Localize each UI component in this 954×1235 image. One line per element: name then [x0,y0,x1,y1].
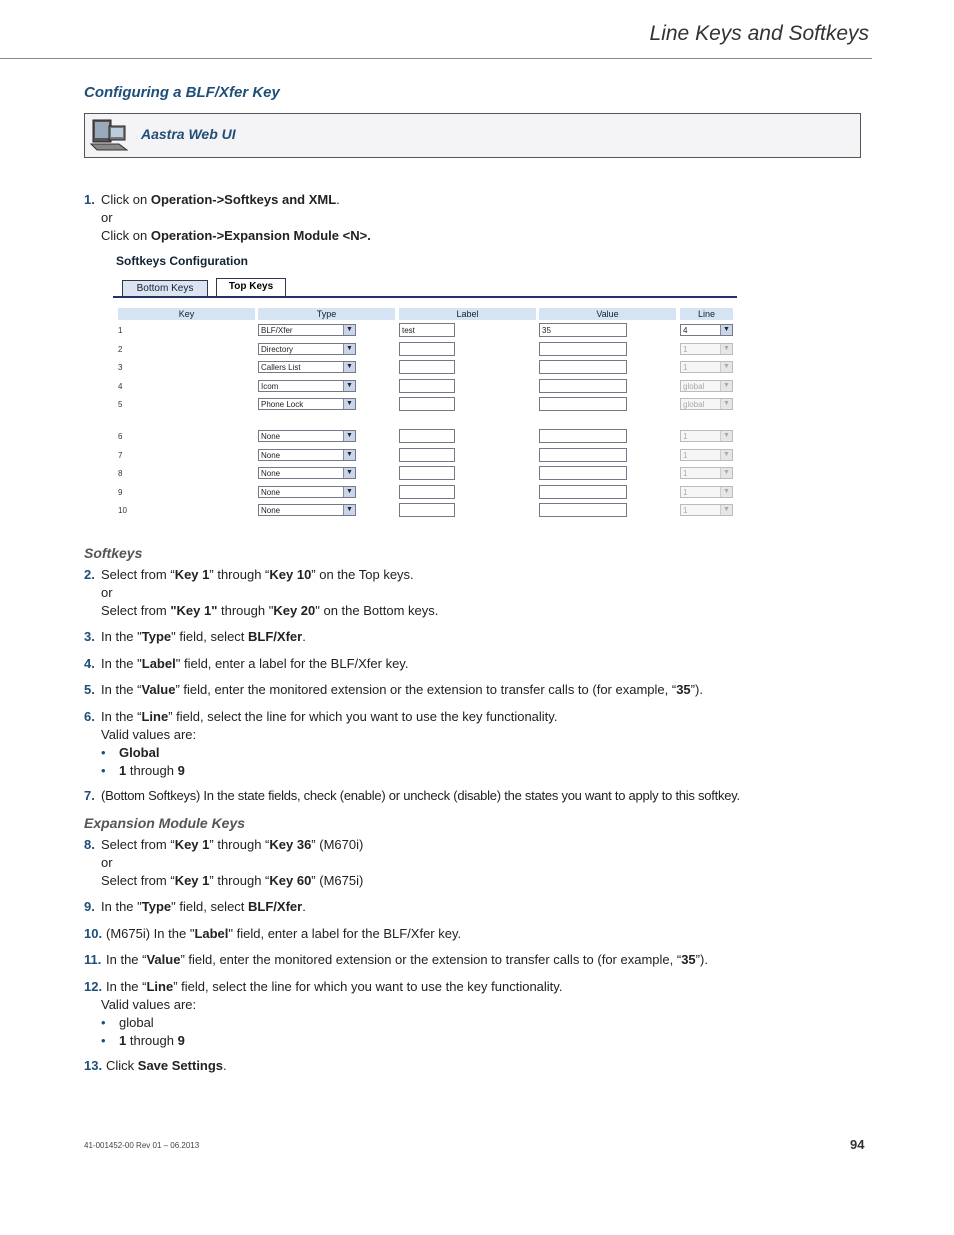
type-select-value: None [261,488,281,497]
text: ” field, enter the monitored extension or the extension to transfer calls to (for example, “ [180,952,682,967]
step-number: 5. [84,682,95,697]
column-header-value: Value [539,308,676,320]
line-select-value: 1 [683,469,688,478]
text: Key 20 [273,603,316,618]
line-select-value: 1 [683,506,688,515]
label-input[interactable] [399,397,455,411]
line-select[interactable] [680,449,733,461]
type-select[interactable] [258,324,356,336]
text: Select from “ [101,873,175,888]
chevron-down-icon[interactable]: ▼ [720,381,732,391]
text: ”). [695,952,708,967]
text: ”). [690,682,703,697]
line-select-value: 1 [683,345,688,354]
text: " field, enter a label for the BLF/Xfer key. [228,926,462,941]
or-text: or [101,855,113,870]
text: . [302,899,306,914]
type-select-value: None [261,432,281,441]
web-ui-callout [84,113,861,158]
type-select[interactable] [258,380,356,392]
line-select[interactable] [680,361,733,373]
type-select[interactable] [258,486,356,498]
text: Key 36 [269,837,312,852]
type-select-value: None [261,451,281,460]
text: Label [141,656,176,671]
key-number: 2 [118,345,123,354]
text: In the “ [106,952,147,967]
text: In the “ [106,979,147,994]
line-select-value: global [683,382,705,391]
key-number: 3 [118,363,123,372]
text: . [302,629,306,644]
label-input[interactable] [399,379,455,393]
text: ” field, enter the monitored extension or the extension to transfer calls to (for example, “ [175,682,677,697]
line-select-value: global [683,400,705,409]
line-select[interactable] [680,398,733,410]
text: Save Settings [137,1058,224,1073]
type-select-value: None [261,469,281,478]
text: Global [119,745,160,760]
chevron-down-icon[interactable]: ▼ [343,431,355,441]
line-select[interactable] [680,343,733,355]
column-header-line: Line [680,308,733,320]
document-id: 41-001452-00 Rev 01 – 06.2013 [84,1141,200,1150]
text: Click on [101,228,151,243]
softkeys-heading: Softkeys [84,545,143,561]
type-select[interactable] [258,398,356,410]
step-number: 3. [84,629,95,644]
menu-path: Operation->Softkeys and XML [150,192,337,207]
text: ” on the Top keys. [311,567,414,582]
value-input[interactable]: 35 [539,323,627,337]
text: Value [146,952,181,967]
text: Key 1 [174,567,210,582]
chevron-down-icon[interactable]: ▼ [720,468,732,478]
header-rule [0,58,872,59]
table-row [113,503,733,519]
step-number: 11. [84,952,102,967]
chevron-down-icon[interactable]: ▼ [343,325,355,335]
text: through " [217,603,274,618]
line-select-value: 1 [683,488,688,497]
key-number: 10 [118,506,127,515]
step-number: 2. [84,567,95,582]
value-input[interactable] [539,379,627,393]
chevron-down-icon[interactable]: ▼ [720,344,732,354]
type-select-value: BLF/Xfer [261,326,293,335]
step-number: 13. [84,1058,103,1073]
value-input[interactable] [539,503,627,517]
step-number: 9. [84,899,95,914]
value-input[interactable] [539,448,627,462]
text: ” field, select the line for which you want to use the key functionality. [168,709,558,724]
chevron-down-icon[interactable]: ▼ [720,487,732,497]
computer-icon [89,118,129,152]
text: "Key 1" [170,603,218,618]
chevron-down-icon[interactable]: ▼ [343,468,355,478]
text: ” through “ [209,567,270,582]
step-number: 1. [84,192,95,207]
text: ” through “ [209,837,270,852]
chevron-down-icon[interactable]: ▼ [720,362,732,372]
table-row [113,342,733,358]
line-select[interactable] [680,467,733,479]
key-number: 5 [118,400,123,409]
text: Line [141,709,169,724]
table-row [113,466,733,482]
line-select[interactable] [680,430,733,442]
section-title: Configuring a BLF/Xfer Key [84,84,280,101]
text: through [126,1033,178,1048]
text: 1 [119,763,127,778]
softkeys-configuration-screenshot [113,253,737,525]
text: Click on [101,192,151,207]
text: Key 1 [174,837,210,852]
chevron-down-icon[interactable]: ▼ [343,381,355,391]
label-input[interactable] [399,360,455,374]
text: (Bottom Softkeys) In the state fields, check (enable) or uncheck (disable) the states you want to apply to this softkey. [101,788,740,803]
value-input[interactable] [539,466,627,480]
text: global [119,1015,154,1030]
text: Select from [101,603,171,618]
column-header-type: Type [258,308,395,320]
config-title: Softkeys Configuration [116,254,249,268]
table-row [113,379,733,395]
text: " field, enter a label for the BLF/Xfer key. [175,656,409,671]
column-header-label: Label [399,308,536,320]
chevron-down-icon[interactable]: ▼ [720,505,732,515]
text: 35 [681,952,696,967]
type-select[interactable] [258,361,356,373]
text: Key 1 [174,873,210,888]
text: ” through “ [209,873,270,888]
line-select-value: 1 [683,432,688,441]
line-select[interactable] [680,504,733,516]
value-input[interactable] [539,342,627,356]
text: In the “ [101,682,142,697]
list-item [101,744,557,762]
text: In the " [101,629,142,644]
label-input[interactable] [399,485,455,499]
text: 35 [676,682,691,697]
type-select-value: None [261,506,281,515]
key-number: 1 [118,326,123,335]
line-select[interactable] [680,486,733,498]
text: ” (M675i) [311,873,364,888]
text: BLF/Xfer [248,899,303,914]
page-number: 94 [850,1137,865,1152]
chevron-down-icon[interactable]: ▼ [343,344,355,354]
list-item [101,1032,196,1050]
value-input[interactable] [539,360,627,374]
table-row [113,448,733,464]
step-number: 7. [84,788,95,803]
bullet-icon: • [101,763,106,778]
bullet-icon: • [101,1015,106,1030]
chevron-down-icon[interactable]: ▼ [343,505,355,515]
key-number: 6 [118,432,123,441]
tab-bottom-keys[interactable]: Bottom Keys [122,280,208,298]
text: Line [146,979,174,994]
chevron-down-icon[interactable]: ▼ [343,362,355,372]
step-number: 4. [84,656,95,671]
text: " field, select [171,899,249,914]
label-input[interactable] [399,429,455,443]
text: 9 [177,763,185,778]
list-item [101,762,557,780]
tab-top-keys[interactable]: Top Keys [216,278,286,298]
text: Click [106,1058,138,1073]
value-input[interactable] [539,397,627,411]
key-number: 4 [118,382,123,391]
chevron-down-icon[interactable]: ▼ [343,399,355,409]
type-select-value: Icom [261,382,279,391]
line-select-value: 1 [683,363,688,372]
line-select[interactable] [680,324,733,336]
bullet-icon: • [101,745,106,760]
step-12-values [101,996,196,1050]
text: Valid values are: [101,727,197,742]
text: . [336,192,340,207]
type-select[interactable] [258,504,356,516]
label-input[interactable] [399,466,455,480]
text: Valid values are: [101,997,197,1012]
text: In the “ [101,709,142,724]
table-row [113,485,733,501]
web-ui-label: Aastra Web UI [141,126,236,142]
key-number: 7 [118,451,123,460]
key-number: 8 [118,469,123,478]
chevron-down-icon[interactable]: ▼ [343,450,355,460]
text: Type [141,899,172,914]
label-input[interactable] [399,342,455,356]
or-text: or [101,585,113,600]
text: In the " [101,899,142,914]
text: ” (M670i) [311,837,364,852]
text: Key 60 [269,873,312,888]
list-item [101,1014,196,1032]
line-select-value: 1 [683,451,688,460]
chevron-down-icon[interactable]: ▼ [720,399,732,409]
value-input[interactable] [539,429,627,443]
text: (M675i) In the " [106,926,195,941]
label-input[interactable]: test [399,323,455,337]
table-row [113,429,733,445]
text: Type [141,629,172,644]
label-input[interactable] [399,448,455,462]
type-select[interactable] [258,449,356,461]
text: Value [141,682,176,697]
text: Select from “ [101,837,175,852]
table-row [113,323,733,339]
line-select-value: 4 [683,326,688,335]
column-header-key: Key [118,308,255,320]
type-select[interactable] [258,430,356,442]
type-select-value: Callers List [261,363,301,372]
step-number: 12. [84,979,103,994]
type-select[interactable] [258,467,356,479]
type-select-value: Phone Lock [261,400,304,409]
text: through [126,763,178,778]
chevron-down-icon[interactable]: ▼ [343,487,355,497]
text: Key 10 [269,567,312,582]
text: " field, select [171,629,249,644]
text: Select from “ [101,567,175,582]
value-input[interactable] [539,485,627,499]
chevron-down-icon[interactable]: ▼ [720,431,732,441]
running-header: Line Keys and Softkeys [649,22,869,45]
text: . [223,1058,227,1073]
table-row [113,397,733,413]
key-number: 9 [118,488,123,497]
label-input[interactable] [399,503,455,517]
text: In the " [101,656,142,671]
step-number: 6. [84,709,95,724]
or-text: or [101,210,113,225]
tab-underline [113,296,737,298]
text: ” field, select the line for which you want to use the key functionality. [173,979,563,994]
step-number: 8. [84,837,95,852]
type-select[interactable] [258,343,356,355]
chevron-down-icon[interactable]: ▼ [720,325,732,335]
text: BLF/Xfer [248,629,303,644]
text: 1 [119,1033,127,1048]
line-select[interactable] [680,380,733,392]
step-number: 10. [84,926,103,941]
type-select-value: Directory [261,345,294,354]
text: " on the Bottom keys. [315,603,439,618]
chevron-down-icon[interactable]: ▼ [720,450,732,460]
menu-path: Operation->Expansion Module <N>. [150,228,371,243]
table-row [113,360,733,376]
bullet-icon: • [101,1033,106,1048]
text: 9 [177,1033,185,1048]
text: Label [194,926,229,941]
expansion-module-heading: Expansion Module Keys [84,815,246,831]
